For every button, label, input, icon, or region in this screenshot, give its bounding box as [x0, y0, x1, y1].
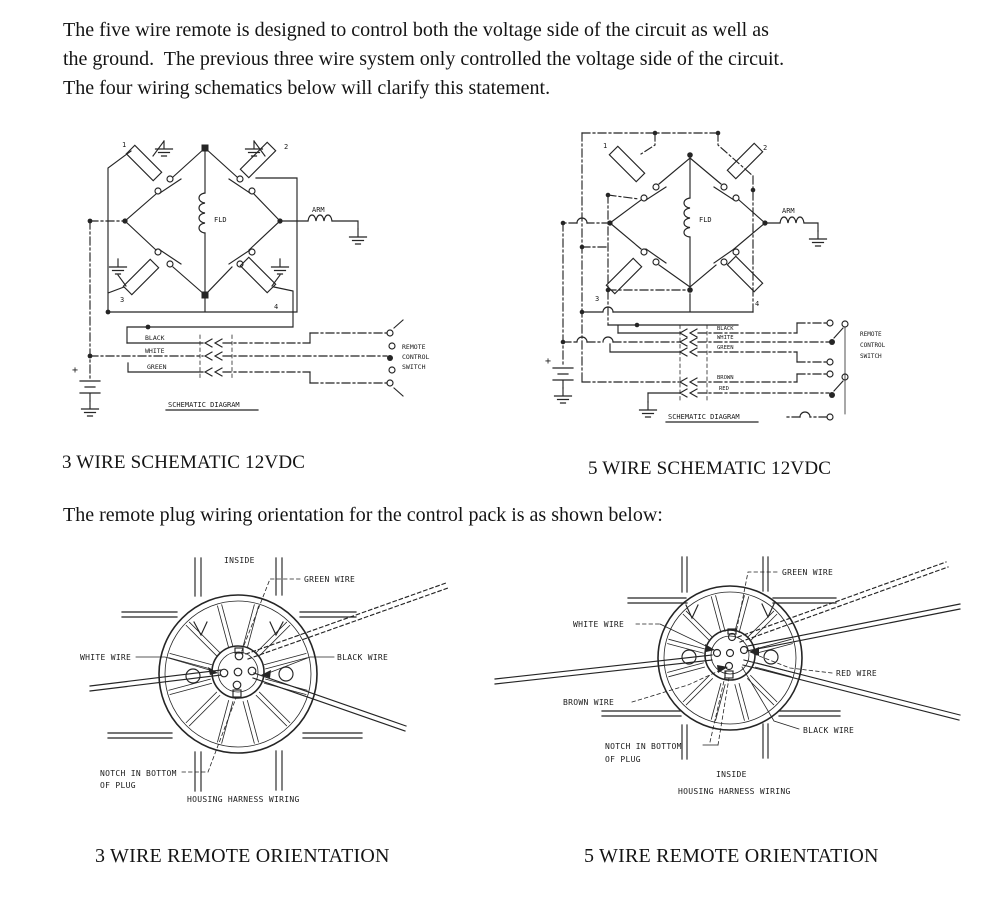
label-leaders: [136, 579, 334, 772]
green-wire-label: GREEN WIRE: [782, 568, 834, 577]
green-wire-label: GREEN WIRE: [304, 575, 356, 584]
intro-line-2: the ground. The previous three wire system only controlled the voltage side of the circuit.: [63, 48, 785, 70]
caption-5wire-schematic: 5 WIRE SCHEMATIC 12VDC: [588, 458, 832, 479]
inside-label: INSIDE: [716, 770, 747, 779]
svg-text:CONTROL: CONTROL: [402, 353, 430, 361]
svg-text:CONTROL: CONTROL: [860, 342, 886, 349]
notch-label-line2: OF PLUG: [605, 755, 641, 764]
plug-housing-wheel: [108, 558, 362, 791]
intro-paragraph: [63, 16, 784, 103]
intro-line-1: The five wire remote is designed to control both the voltage side of the circuit as well as: [63, 19, 769, 41]
middle-paragraph: The remote plug wiring orientation for the control pack is as shown below:: [63, 504, 663, 526]
diagram-title: SCHEMATIC DIAGRAM: [168, 401, 240, 409]
black-wire-label: BLACK: [717, 326, 734, 332]
solenoid-2-label: 2: [284, 143, 289, 151]
armature-label: ARM: [782, 207, 795, 215]
svg-text:SWITCH: SWITCH: [860, 353, 882, 360]
solenoid-4-label: 4: [755, 300, 760, 308]
green-wire-label: GREEN: [147, 363, 167, 371]
svg-text:SWITCH: SWITCH: [402, 363, 426, 371]
green-wire-label: GREEN: [717, 345, 734, 351]
solenoid-coils: [606, 143, 762, 293]
diagram-title: SCHEMATIC DIAGRAM: [668, 413, 740, 421]
svg-text:REMOTE: REMOTE: [860, 331, 882, 338]
brown-wire-label: BROWN WIRE: [563, 698, 615, 707]
brown-wire-label: BROWN: [717, 375, 734, 381]
caption-3wire-orientation: 3 WIRE REMOTE ORIENTATION: [95, 845, 390, 867]
plug-notch: [233, 690, 241, 697]
white-wire-label: WHITE WIRE: [573, 620, 625, 629]
battery-polarity-label: +: [545, 356, 552, 367]
solenoid-numbers: [120, 141, 288, 311]
solenoid-3-label: 3: [595, 295, 600, 303]
orientation-3wire-drawing: [60, 545, 450, 815]
white-wire-label: WHITE WIRE: [80, 653, 132, 662]
black-wire-label: BLACK WIRE: [337, 653, 389, 662]
solenoid-1-label: 1: [603, 142, 608, 150]
ground-symbols: [110, 141, 289, 286]
field-coil: [199, 151, 205, 291]
field-coil-label: FLD: [699, 216, 712, 224]
white-wire-label: WHITE: [145, 347, 165, 355]
wire-labels: [145, 334, 167, 371]
remote-control-switch: [387, 320, 403, 396]
field-coil-label: FLD: [214, 216, 227, 224]
notch-label-line1: NOTCH IN BOTTOM: [605, 742, 682, 751]
armature-branch: [765, 217, 827, 246]
inside-label: INSIDE: [224, 556, 255, 565]
remote-wires: [563, 323, 829, 417]
field-coil: [684, 158, 690, 287]
orientation-labels: [80, 556, 388, 804]
schematic-3wire-figure: [60, 115, 460, 425]
red-wire-label: RED WIRE: [836, 669, 877, 678]
battery-polarity-label: +: [72, 365, 79, 376]
solenoid-2-label: 2: [763, 144, 768, 152]
orientation-5wire-drawing: [490, 545, 1000, 815]
schematic-5wire-drawing: [535, 118, 965, 435]
intro-line-3: The four wiring schematics below will clarify this statement.: [63, 77, 551, 99]
switch-label: [402, 343, 429, 371]
battery-branch: [80, 219, 125, 416]
housing-label: HOUSING HARNESS WIRING: [678, 787, 791, 796]
notch-label-line2: OF PLUG: [100, 781, 136, 790]
black-wire-label: BLACK WIRE: [803, 726, 855, 735]
orientation-5wire-figure: [490, 545, 1000, 820]
armature-label: ARM: [312, 206, 325, 214]
caption-5wire-orientation: 5 WIRE REMOTE ORIENTATION: [584, 845, 879, 867]
remote-control-switch: [785, 320, 848, 420]
schematic-3wire-drawing: [60, 115, 460, 420]
red-wire-label: RED: [719, 386, 729, 392]
black-wire-label: BLACK: [145, 334, 165, 342]
solenoid-1-label: 1: [122, 141, 127, 149]
white-wire-label: WHITE: [717, 335, 734, 341]
switch-label: [860, 331, 886, 360]
outer-loop-wiring: [106, 151, 297, 343]
remote-wires: [90, 333, 387, 383]
solenoid-4-label: 4: [274, 303, 279, 311]
armature-branch: [280, 215, 367, 244]
caption-3wire-schematic: 3 WIRE SCHEMATIC 12VDC: [62, 452, 306, 473]
solenoid-3-label: 3: [120, 296, 125, 304]
orientation-3wire-figure: [60, 545, 450, 820]
notch-label-line1: NOTCH IN BOTTOM: [100, 769, 177, 778]
svg-text:REMOTE: REMOTE: [402, 343, 426, 351]
schematic-5wire-figure: [535, 118, 965, 440]
housing-label: HOUSING HARNESS WIRING: [187, 795, 300, 804]
battery-branch: [553, 368, 573, 403]
bridge-diamond: [607, 152, 767, 293]
